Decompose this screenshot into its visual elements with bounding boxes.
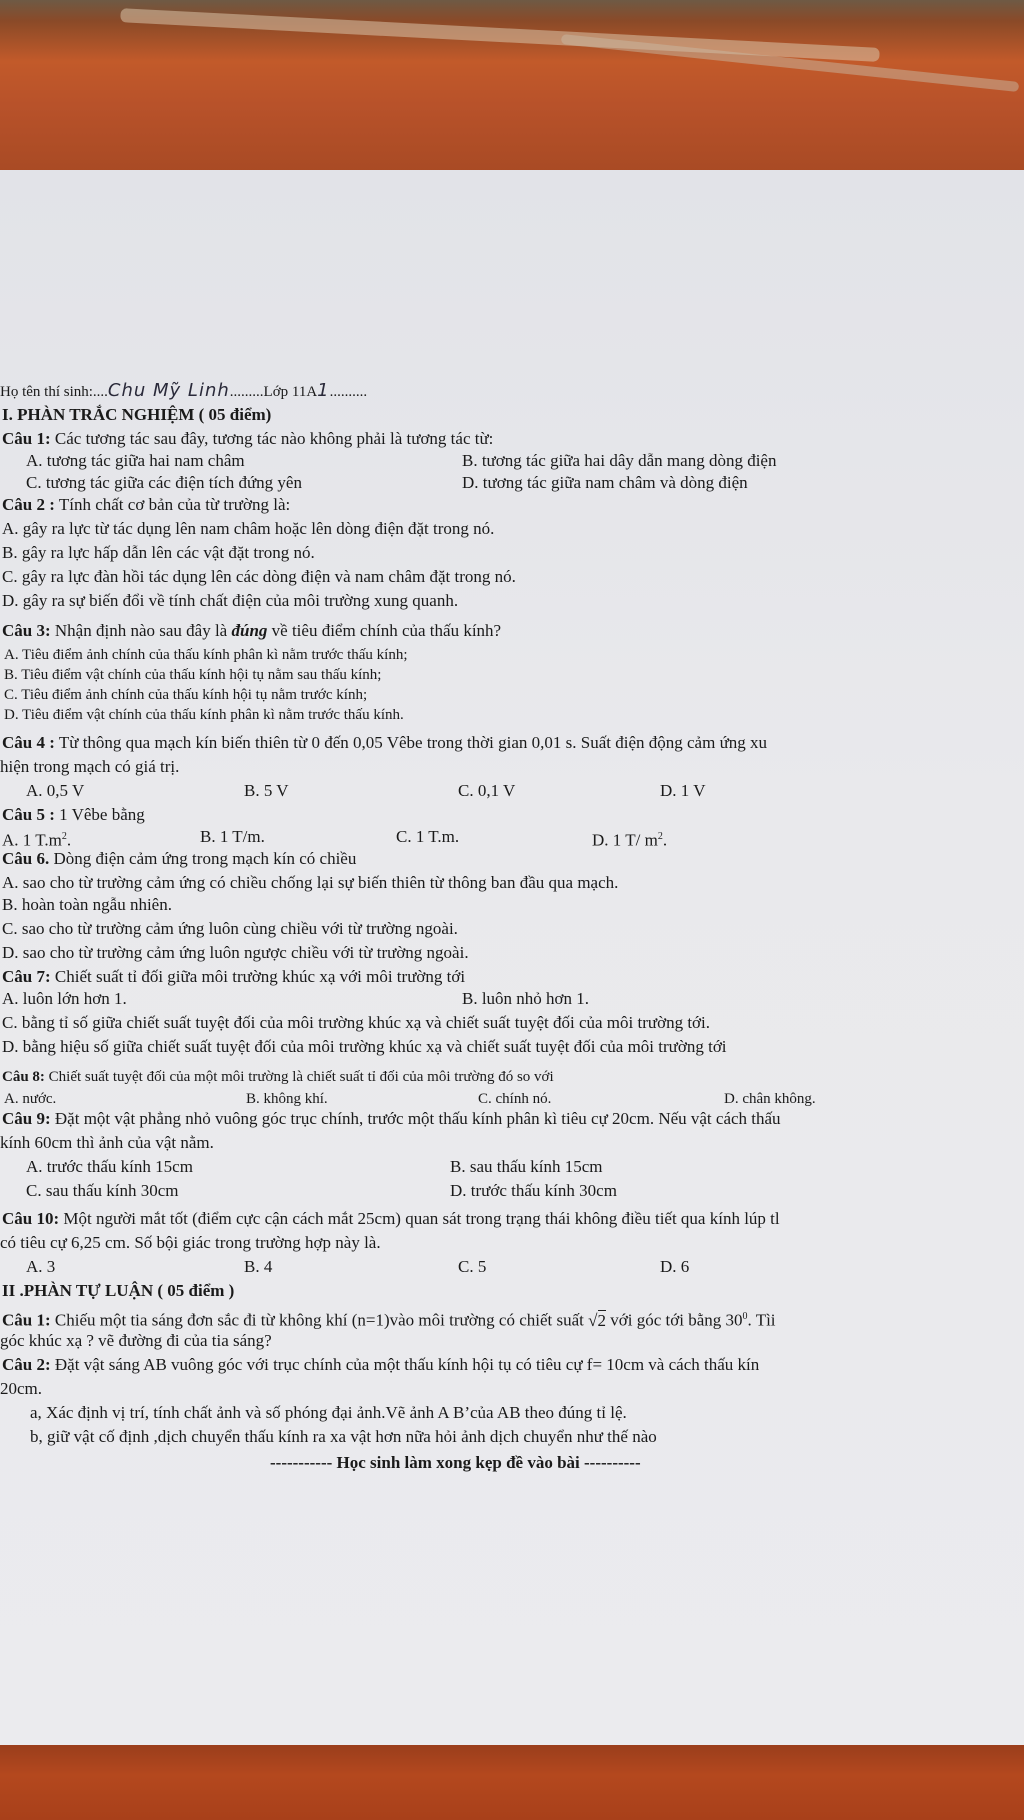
q8-stem: Câu 8: Chiết suất tuyệt đối của một môi trường là chiết suất tỉ đối của môi trường đó so với — [2, 1069, 554, 1085]
q1-option-c: C. tương tác giữa các điện tích đứng yên — [26, 473, 302, 492]
q8-option-a: A. nước. — [4, 1091, 57, 1107]
student-name-handwritten: Chu Mỹ Linh — [107, 380, 230, 401]
class-label: Lớp 11A — [263, 384, 318, 400]
q6-option-a: A. sao cho từ trường cảm ứng có chiều chống lại sự biến thiên từ thông ban đầu qua mạch. — [2, 873, 619, 892]
essay-2-stem: Câu 2: Đặt vật sáng AB vuông góc với trục chính của một thấu kính hội tụ có tiêu cự f= 10cm và cách thấu kín — [2, 1355, 760, 1374]
q10-option-b: B. 4 — [244, 1257, 273, 1276]
q4-option-d: D. 1 V — [660, 781, 706, 800]
q9-stem-cont: kính 60cm thì ảnh của vật nằm. — [0, 1133, 214, 1152]
q6-option-d: D. sao cho từ trường cảm ứng luôn ngược chiều với từ trường ngoài. — [2, 943, 469, 962]
essay-2-part-b: b, giữ vật cố định ,dịch chuyển thấu kính ra xa vật hơn nữa hỏi ảnh dịch chuyển như thế nào — [30, 1427, 657, 1446]
q5-option-c: C. 1 T.m. — [396, 827, 460, 846]
q10-option-d: D. 6 — [660, 1257, 690, 1276]
q3-option-b: B. Tiêu điểm vật chính của thấu kính hội tụ nằm sau thấu kính; — [4, 667, 382, 683]
q7-option-a: A. luôn lớn hơn 1. — [2, 989, 127, 1008]
q8-option-d: D. chân không. — [724, 1091, 816, 1107]
q6-option-c: C. sao cho từ trường cảm ứng luôn cùng chiều với từ trường ngoài. — [2, 919, 458, 938]
section-2-title: II .PHÀN TỰ LUẬN ( 05 điểm ) — [2, 1281, 235, 1300]
q7-option-d: D. bằng hiệu số giữa chiết suất tuyệt đối của môi trường khúc xạ và chiết suất tuyệt đối của môi trường tới — [2, 1037, 727, 1056]
q1-option-a: A. tương tác giữa hai nam châm — [26, 451, 245, 470]
q2-option-c: C. gây ra lực đàn hồi tác dụng lên các dòng điện và nam châm đặt trong nó. — [2, 567, 516, 586]
q2-option-d: D. gây ra sự biến đổi về tính chất điện của môi trường xung quanh. — [2, 591, 459, 610]
q10-option-a: A. 3 — [26, 1257, 56, 1276]
q3-stem: Câu 3: Nhận định nào sau đây là đúng về tiêu điểm chính của thấu kính? — [2, 621, 502, 640]
q5-stem: Câu 5 : 1 Vêbe bằng — [2, 805, 145, 824]
q7-option-c: C. bằng tỉ số giữa chiết suất tuyệt đối của môi trường khúc xạ và chiết suất tuyệt đối của môi trường tới. — [2, 1013, 711, 1032]
q4-option-c: C. 0,1 V — [458, 781, 516, 800]
q7-stem: Câu 7: Chiết suất tỉ đối giữa môi trường khúc xạ với môi trường tới — [2, 967, 466, 986]
q7-option-b: B. luôn nhỏ hơn 1. — [462, 989, 590, 1008]
wood-streak — [120, 8, 880, 62]
section-1-title: I. PHÀN TRẮC NGHIỆM ( 05 điểm) — [2, 405, 272, 424]
name-label: Họ tên thí sinh: — [0, 384, 93, 400]
q6-option-b: B. hoàn toàn ngẫu nhiên. — [2, 895, 172, 914]
q5-option-a: A. 1 $T.m^2$. — [2, 830, 72, 850]
q4-option-a: A. 0,5 V — [26, 781, 85, 800]
essay-1-stem-cont: góc khúc xạ ? vẽ đường đi của tia sáng? — [0, 1331, 272, 1350]
table-surface-top — [0, 0, 1024, 175]
q9-option-a: A. trước thấu kính 15cm — [26, 1157, 193, 1176]
q3-option-c: C. Tiêu điểm ảnh chính của thấu kính hội tụ nằm trước kính; — [4, 687, 368, 703]
q10-stem: Câu 10: Một người mắt tốt (điểm cực cận cách mắt 25cm) quan sát trong trạng thái không điều tiết qua kính lúp tl — [2, 1209, 780, 1228]
student-info-line: Họ tên thí sinh:....Chu Mỹ Linh.........Lớp 11A1.......... — [0, 380, 368, 401]
q6-stem: Câu 6. Dòng điện cảm ứng trong mạch kín có chiều — [2, 849, 357, 868]
q1-option-d: D. tương tác giữa nam châm và dòng điện — [462, 473, 748, 492]
q5-option-d: D. 1 T/ $m^2$. — [592, 830, 668, 850]
q8-option-c: C. chính nó. — [478, 1091, 552, 1107]
q9-option-c: C. sau thấu kính 30cm — [26, 1181, 179, 1200]
q5-option-b: B. 1 T/m. — [200, 827, 265, 846]
class-handwritten: 1 — [317, 380, 330, 401]
footer-note: ----------- Học sinh làm xong kẹp đề vào bài ---------- — [270, 1453, 641, 1472]
q3-option-a: A. Tiêu điểm ảnh chính của thấu kính phân kì nằm trước thấu kính; — [4, 647, 408, 663]
q9-option-b: B. sau thấu kính 15cm — [450, 1157, 603, 1176]
q1-option-b: B. tương tác giữa hai dây dẫn mang dòng điện — [462, 451, 777, 470]
q2-option-b: B. gây ra lực hấp dẫn lên các vật đặt trong nó. — [2, 543, 315, 562]
q4-stem-cont: hiện trong mạch có giá trị. — [0, 757, 180, 776]
essay-2-part-a: a, Xác định vị trí, tính chất ảnh và số phóng đại ảnh.Vẽ ảnh A B’của AB theo đúng tỉ lệ. — [30, 1403, 627, 1422]
table-surface-bottom — [0, 1745, 1024, 1820]
q10-option-c: C. 5 — [458, 1257, 487, 1276]
q2-option-a: A. gây ra lực từ tác dụng lên nam châm hoặc lên dòng điện đặt trong nó. — [2, 519, 495, 538]
q2-stem: Câu 2 : Tính chất cơ bản của từ trường là: — [2, 495, 291, 514]
q10-stem-cont: có tiêu cự 6,25 cm. Số bội giác trong trường hợp này là. — [0, 1233, 381, 1252]
q4-stem: Câu 4 : Từ thông qua mạch kín biến thiên từ 0 đến 0,05 Vêbe trong thời gian 0,01 s. Suất điện động cảm ứng xu — [2, 733, 768, 752]
q3-option-d: D. Tiêu điểm vật chính của thấu kính phân kì nằm trước thấu kính. — [4, 707, 404, 723]
essay-2-stem-cont: 20cm. — [0, 1379, 43, 1398]
q9-option-d: D. trước thấu kính 30cm — [450, 1181, 617, 1200]
q8-option-b: B. không khí. — [246, 1091, 328, 1107]
q9-stem: Câu 9: Đặt một vật phẳng nhỏ vuông góc trục chính, trước một thấu kính phân kì tiêu cự 20cm. Nếu vật cách thấu — [2, 1109, 781, 1128]
q1-stem: Câu 1: Các tương tác sau đây, tương tác nào không phải là tương tác từ: — [2, 429, 494, 448]
essay-1-stem: Câu 1: Chiếu một tia sáng đơn sắc đi từ không khí (n=1)vào môi trường có chiết suất √2 với góc tới bằng $30^0$. Tìi — [2, 1310, 776, 1330]
q4-option-b: B. 5 V — [244, 781, 289, 800]
